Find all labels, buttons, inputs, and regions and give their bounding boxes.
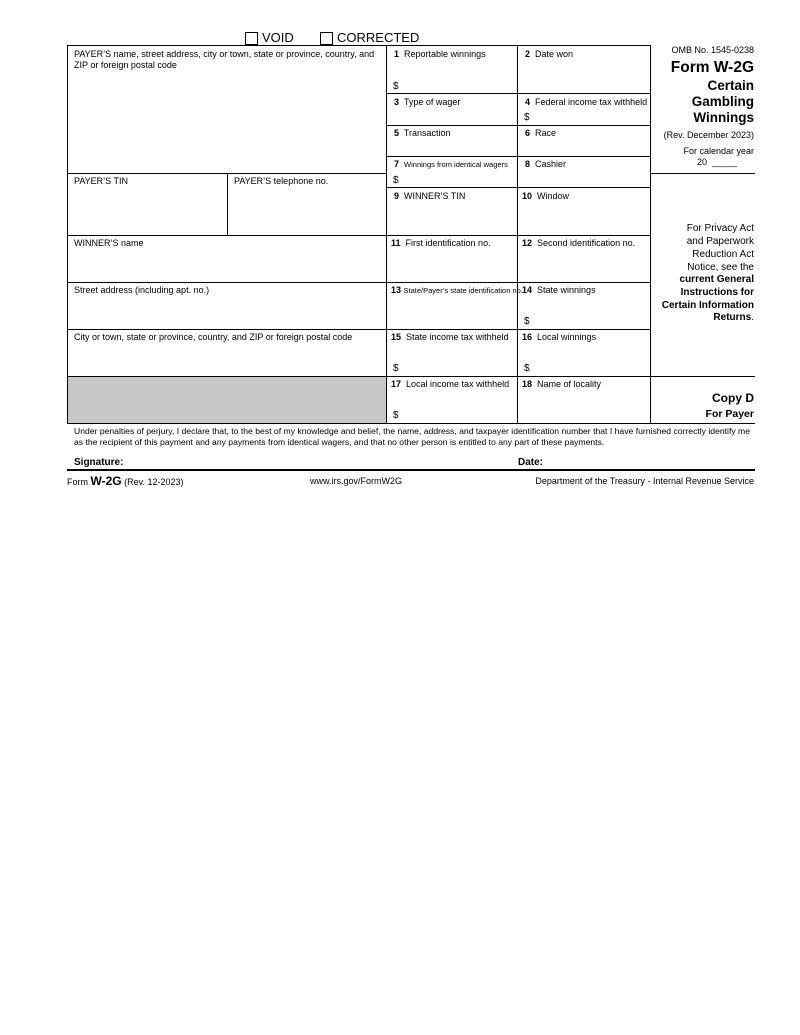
rev-date: (Rev. December 2023) [663, 130, 754, 140]
date-won-field[interactable] [520, 62, 648, 91]
row-line [386, 376, 650, 377]
box1-label: 1 Reportable winnings [394, 49, 486, 59]
form-col-divider-c [650, 45, 651, 423]
locality-name-field[interactable] [520, 392, 648, 421]
box15-label: 15 State income tax withheld [391, 332, 509, 342]
privacy-line-2: and Paperwork [686, 236, 754, 247]
title-line-2: Gambling [691, 94, 754, 109]
local-winnings-field[interactable] [534, 345, 648, 374]
federal-tax-withheld-field[interactable] [534, 109, 648, 123]
payer-phone-label: PAYER’S telephone no. [234, 176, 329, 186]
payer-tin-divider [227, 173, 228, 235]
window-field[interactable] [520, 204, 648, 233]
winner-street-label: Street address (including apt. no.) [74, 285, 210, 295]
payer-phone-field[interactable] [230, 190, 384, 233]
corrected-label: CORRECTED [337, 30, 420, 45]
box4-dollar: $ [524, 112, 530, 123]
form-title: Form W-2G [670, 59, 754, 76]
box2-label: 2 Date won [525, 49, 574, 59]
box7-dollar: $ [393, 175, 399, 186]
privacy-line-1: For Privacy Act [686, 223, 754, 234]
row-line [67, 235, 387, 236]
privacy-line-6: Instructions for [680, 287, 754, 298]
second-id-field[interactable] [520, 251, 648, 280]
footer-department: Department of the Treasury - Internal Revenue Service [535, 476, 754, 486]
row-line [386, 187, 650, 188]
signature-bottom-line [67, 469, 755, 471]
box17-dollar: $ [393, 410, 399, 421]
privacy-line-5: current General [679, 274, 754, 285]
row-line [386, 329, 650, 330]
footer-url[interactable]: www.irs.gov/FormW2G [310, 476, 403, 486]
signature-label: Signature: [74, 457, 124, 468]
state-id-field[interactable] [389, 298, 515, 327]
perjury-statement: Under penalties of perjury, I declare that, to the best of my knowledge and belief, the name, address, and taxpayer identification number that I have furnished correctly identify me as the recipient of this payment and any payments from identical wagers, and that no other person is entitled to any part of these payments. [74, 426, 750, 447]
date-label: Date: [518, 457, 544, 468]
form-top-border [67, 45, 650, 46]
privacy-line-3: Reduction Act [692, 249, 754, 260]
shaded-area [68, 377, 386, 423]
box14-dollar: $ [524, 316, 530, 327]
box16-dollar: $ [524, 363, 530, 374]
copy-label: Copy D [712, 391, 754, 405]
void-label: VOID [262, 30, 294, 45]
state-winnings-field[interactable] [534, 298, 648, 327]
privacy-line-8: Returns. [713, 312, 754, 323]
type-of-wager-field[interactable] [389, 109, 515, 123]
box11-label: 11 First identification no. [391, 238, 491, 248]
row-line [386, 125, 650, 126]
grid-bottom-line [67, 423, 755, 424]
row-line [650, 173, 755, 174]
box16-label: 16 Local winnings [522, 332, 597, 342]
winner-name-label: WINNER’S name [74, 238, 144, 248]
state-tax-withheld-field[interactable] [403, 345, 515, 374]
calendar-year-label: For calendar year [683, 146, 754, 156]
calendar-year[interactable]: 20 _____ [697, 157, 738, 167]
box9-label: 9 WINNER’S TIN [394, 191, 466, 201]
winner-street-field[interactable] [70, 299, 384, 327]
privacy-line-4: Notice, see the [687, 262, 754, 273]
date-field[interactable] [548, 453, 748, 468]
row-line [386, 235, 650, 236]
box17-label: 17 Local income tax withheld [391, 379, 510, 389]
row-line [650, 376, 755, 377]
box1-dollar: $ [393, 81, 399, 92]
row-line [67, 173, 387, 174]
title-line-3: Winnings [693, 110, 754, 125]
privacy-line-7: Certain Information [661, 300, 754, 311]
box10-label: 10 Window [522, 191, 570, 201]
winner-city-label: City or town, state or province, country, and ZIP or foreign postal code [74, 332, 353, 342]
footer-form-id: Form W-2G (Rev. 12-2023) [67, 474, 184, 488]
reportable-winnings-field[interactable] [403, 62, 515, 91]
winner-city-field[interactable] [70, 346, 384, 374]
title-line-1: Certain [707, 78, 754, 93]
payer-name-address-field[interactable] [70, 75, 384, 171]
box8-label: 8 Cashier [525, 159, 567, 169]
form-left-border [67, 45, 68, 423]
signature-field[interactable] [130, 453, 510, 468]
box3-label: 3 Type of wager [394, 97, 461, 107]
box13-label: 13 State/Payer’s state identification no. [391, 285, 523, 295]
race-field[interactable] [520, 140, 648, 154]
local-tax-withheld-field[interactable] [403, 392, 515, 421]
row-line [386, 156, 650, 157]
box12-label: 12 Second identification no. [522, 238, 636, 248]
box15-dollar: $ [393, 363, 399, 374]
box6-label: 6 Race [525, 128, 557, 138]
payer-tin-field[interactable] [70, 190, 225, 233]
transaction-field[interactable] [389, 140, 515, 154]
identical-wagers-field[interactable] [403, 171, 515, 185]
row-line [386, 282, 650, 283]
void-checkbox[interactable] [245, 32, 258, 45]
copy-for-label: For Payer [705, 408, 754, 420]
cashier-field[interactable] [520, 171, 648, 185]
row-line [67, 329, 387, 330]
box14-label: 14 State winnings [522, 285, 596, 295]
payer-tin-label: PAYER’S TIN [74, 176, 129, 186]
box4-label: 4 Federal income tax withheld [525, 97, 648, 107]
form-col-divider-a [386, 45, 387, 423]
winner-name-field[interactable] [70, 252, 384, 280]
row-line [67, 282, 387, 283]
form-col-divider-b [517, 45, 518, 423]
payer-name-address-label: PAYER’S name, street address, city or town, state or province, country, and ZIP or foreign postal code [74, 49, 375, 70]
box18-label: 18 Name of locality [522, 379, 602, 389]
winner-tin-field[interactable] [389, 204, 515, 233]
box5-label: 5 Transaction [394, 128, 451, 138]
first-id-field[interactable] [389, 251, 515, 280]
row-line [386, 93, 650, 94]
omb-number: OMB No. 1545-0238 [671, 45, 754, 55]
box7-label: 7 Winnings from identical wagers [394, 159, 508, 169]
corrected-checkbox[interactable] [320, 32, 333, 45]
